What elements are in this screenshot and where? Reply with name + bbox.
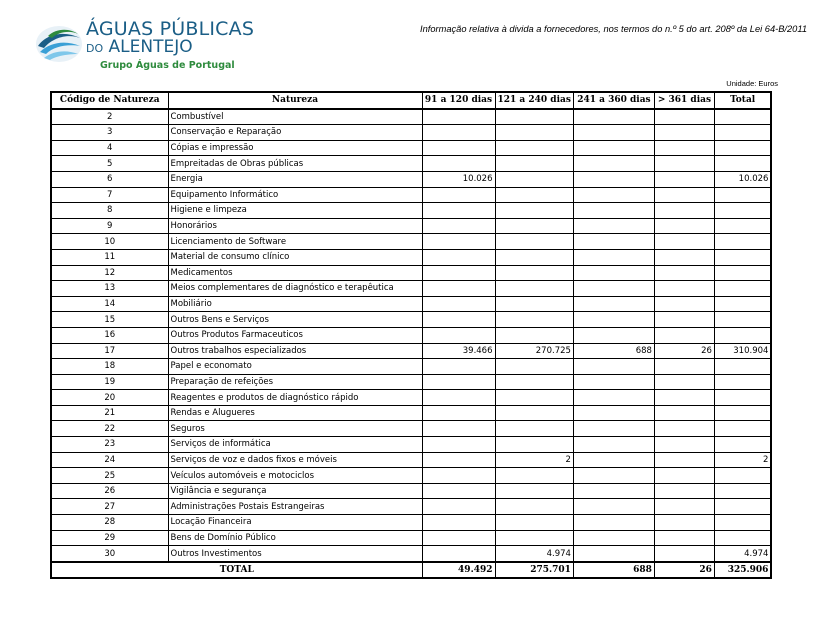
debt-table <box>50 91 772 579</box>
cell-over-361 <box>654 359 714 375</box>
cell-nature: Locação Financeira <box>168 515 422 531</box>
table-row <box>51 546 771 562</box>
cell-121-240 <box>495 234 573 250</box>
cell-241-360 <box>573 218 654 234</box>
cell-code: 10 <box>51 234 168 250</box>
cell-91-120 <box>422 312 495 328</box>
cell-over-361 <box>654 296 714 312</box>
total-121-240: 275.701 <box>495 562 573 579</box>
cell-code: 18 <box>51 359 168 375</box>
cell-241-360 <box>573 140 654 156</box>
cell-nature: Conservação e Reparação <box>168 125 422 141</box>
cell-91-120 <box>422 265 495 281</box>
table-row <box>51 203 771 219</box>
cell-over-361 <box>654 437 714 453</box>
table-row <box>51 359 771 375</box>
cell-total <box>714 405 771 421</box>
cell-total <box>714 421 771 437</box>
header-total: Total <box>714 92 771 109</box>
table-row <box>51 109 771 125</box>
table-header-row <box>51 92 771 109</box>
table-row <box>51 171 771 187</box>
cell-121-240 <box>495 374 573 390</box>
cell-nature: Bens de Domínio Público <box>168 530 422 546</box>
cell-91-120 <box>422 249 495 265</box>
cell-over-361 <box>654 530 714 546</box>
cell-241-360 <box>573 499 654 515</box>
cell-121-240 <box>495 359 573 375</box>
cell-121-240 <box>495 249 573 265</box>
cell-241-360 <box>573 327 654 343</box>
table-row <box>51 265 771 281</box>
cell-total <box>714 156 771 172</box>
table-row <box>51 156 771 172</box>
cell-91-120 <box>422 468 495 484</box>
cell-nature: Outros Investimentos <box>168 546 422 562</box>
table-row <box>51 312 771 328</box>
cell-91-120 <box>422 359 495 375</box>
cell-121-240 <box>495 405 573 421</box>
cell-91-120 <box>422 281 495 297</box>
cell-121-240 <box>495 125 573 141</box>
cell-121-240 <box>495 515 573 531</box>
table-body <box>51 109 771 562</box>
cell-code: 15 <box>51 312 168 328</box>
cell-121-240 <box>495 265 573 281</box>
cell-91-120 <box>422 421 495 437</box>
cell-total <box>714 125 771 141</box>
cell-code: 5 <box>51 156 168 172</box>
cell-total <box>714 530 771 546</box>
cell-241-360 <box>573 281 654 297</box>
table-row <box>51 374 771 390</box>
cell-241-360 <box>573 249 654 265</box>
table-row <box>51 515 771 531</box>
cell-121-240: 4.974 <box>495 546 573 562</box>
cell-121-240: 270.725 <box>495 343 573 359</box>
table-row <box>51 530 771 546</box>
cell-121-240 <box>495 468 573 484</box>
table-row <box>51 218 771 234</box>
cell-over-361 <box>654 546 714 562</box>
cell-code: 7 <box>51 187 168 203</box>
cell-241-360 <box>573 359 654 375</box>
cell-total <box>714 109 771 125</box>
cell-121-240 <box>495 437 573 453</box>
cell-121-240: 2 <box>495 452 573 468</box>
table-row <box>51 437 771 453</box>
cell-121-240 <box>495 281 573 297</box>
cell-over-361 <box>654 452 714 468</box>
cell-91-120 <box>422 546 495 562</box>
cell-121-240 <box>495 499 573 515</box>
cell-over-361 <box>654 187 714 203</box>
cell-code: 17 <box>51 343 168 359</box>
header-over-361: > 361 dias <box>654 92 714 109</box>
cell-over-361 <box>654 156 714 172</box>
cell-over-361 <box>654 281 714 297</box>
cell-nature: Higiene e limpeza <box>168 203 422 219</box>
cell-nature: Licenciamento de Software <box>168 234 422 250</box>
cell-91-120 <box>422 327 495 343</box>
cell-total: 4.974 <box>714 546 771 562</box>
table-row <box>51 499 771 515</box>
table-row <box>51 249 771 265</box>
header-91-120: 91 a 120 dias <box>422 92 495 109</box>
cell-91-120: 39.466 <box>422 343 495 359</box>
cell-121-240 <box>495 218 573 234</box>
cell-over-361 <box>654 421 714 437</box>
cell-over-361 <box>654 249 714 265</box>
cell-over-361 <box>654 499 714 515</box>
cell-over-361 <box>654 515 714 531</box>
cell-total <box>714 468 771 484</box>
cell-91-120 <box>422 405 495 421</box>
cell-over-361 <box>654 171 714 187</box>
total-label: TOTAL <box>51 562 422 579</box>
cell-nature: Papel e economato <box>168 359 422 375</box>
total-sum: 325.906 <box>714 562 771 579</box>
cell-91-120 <box>422 203 495 219</box>
cell-241-360 <box>573 312 654 328</box>
cell-121-240 <box>495 421 573 437</box>
cell-241-360 <box>573 265 654 281</box>
cell-code: 14 <box>51 296 168 312</box>
cell-total <box>714 483 771 499</box>
cell-code: 21 <box>51 405 168 421</box>
cell-241-360 <box>573 390 654 406</box>
cell-91-120 <box>422 530 495 546</box>
cell-total <box>714 265 771 281</box>
cell-nature: Preparação de refeições <box>168 374 422 390</box>
cell-241-360 <box>573 437 654 453</box>
total-241-360: 688 <box>573 562 654 579</box>
cell-total <box>714 499 771 515</box>
cell-code: 9 <box>51 218 168 234</box>
cell-code: 11 <box>51 249 168 265</box>
cell-nature: Empreitadas de Obras públicas <box>168 156 422 172</box>
logo-subtitle <box>86 37 193 57</box>
cell-91-120 <box>422 515 495 531</box>
table-row <box>51 281 771 297</box>
cell-241-360: 688 <box>573 343 654 359</box>
cell-91-120 <box>422 140 495 156</box>
cell-241-360 <box>573 296 654 312</box>
cell-nature: Seguros <box>168 421 422 437</box>
cell-code: 8 <box>51 203 168 219</box>
cell-total <box>714 187 771 203</box>
cell-over-361 <box>654 468 714 484</box>
cell-total <box>714 203 771 219</box>
cell-91-120 <box>422 156 495 172</box>
cell-241-360 <box>573 546 654 562</box>
cell-121-240 <box>495 171 573 187</box>
header-241-360: 241 a 360 dias <box>573 92 654 109</box>
cell-total <box>714 218 771 234</box>
cell-121-240 <box>495 530 573 546</box>
unit-label: Unidade: Euros <box>726 79 778 88</box>
cell-121-240 <box>495 483 573 499</box>
cell-nature: Mobiliário <box>168 296 422 312</box>
cell-241-360 <box>573 187 654 203</box>
table-row <box>51 483 771 499</box>
cell-over-361 <box>654 109 714 125</box>
cell-code: 6 <box>51 171 168 187</box>
cell-91-120 <box>422 218 495 234</box>
cell-nature: Energia <box>168 171 422 187</box>
logo-tagline: Grupo Águas de Portugal <box>100 60 235 71</box>
cell-over-361 <box>654 483 714 499</box>
company-logo <box>34 18 255 74</box>
cell-code: 2 <box>51 109 168 125</box>
cell-over-361 <box>654 405 714 421</box>
cell-121-240 <box>495 140 573 156</box>
table-row <box>51 452 771 468</box>
cell-total <box>714 234 771 250</box>
cell-91-120 <box>422 187 495 203</box>
cell-241-360 <box>573 234 654 250</box>
cell-over-361 <box>654 312 714 328</box>
cell-241-360 <box>573 109 654 125</box>
table-row <box>51 296 771 312</box>
document-header-info: Informação relativa à divida a fornecedores, nos termos do n.º 5 do art. 208º da Lei 64-B/2011 <box>420 24 807 34</box>
cell-code: 22 <box>51 421 168 437</box>
cell-total <box>714 296 771 312</box>
cell-121-240 <box>495 390 573 406</box>
cell-total <box>714 281 771 297</box>
cell-total <box>714 249 771 265</box>
cell-nature: Outros trabalhos especializados <box>168 343 422 359</box>
cell-91-120 <box>422 296 495 312</box>
cell-121-240 <box>495 187 573 203</box>
cell-code: 4 <box>51 140 168 156</box>
table-row <box>51 125 771 141</box>
logo-subtitle-main: ALENTEJO <box>108 37 193 57</box>
cell-241-360 <box>573 483 654 499</box>
cell-code: 20 <box>51 390 168 406</box>
cell-91-120 <box>422 109 495 125</box>
cell-total <box>714 437 771 453</box>
cell-91-120: 10.026 <box>422 171 495 187</box>
table-row <box>51 468 771 484</box>
cell-total <box>714 515 771 531</box>
cell-241-360 <box>573 125 654 141</box>
header-nature: Natureza <box>168 92 422 109</box>
cell-121-240 <box>495 203 573 219</box>
cell-91-120 <box>422 452 495 468</box>
total-91-120: 49.492 <box>422 562 495 579</box>
cell-over-361 <box>654 374 714 390</box>
cell-121-240 <box>495 156 573 172</box>
table-row <box>51 234 771 250</box>
water-drop-logo-icon <box>34 20 84 66</box>
cell-total <box>714 359 771 375</box>
cell-nature: Veículos automóveis e motociclos <box>168 468 422 484</box>
cell-total: 310.904 <box>714 343 771 359</box>
cell-code: 28 <box>51 515 168 531</box>
cell-121-240 <box>495 296 573 312</box>
cell-nature: Meios complementares de diagnóstico e terapêutica <box>168 281 422 297</box>
cell-241-360 <box>573 421 654 437</box>
cell-code: 13 <box>51 281 168 297</box>
cell-241-360 <box>573 203 654 219</box>
cell-241-360 <box>573 468 654 484</box>
cell-91-120 <box>422 125 495 141</box>
table-row <box>51 140 771 156</box>
cell-total <box>714 390 771 406</box>
cell-over-361 <box>654 265 714 281</box>
table-row <box>51 421 771 437</box>
cell-nature: Honorários <box>168 218 422 234</box>
cell-nature: Outros Bens e Serviços <box>168 312 422 328</box>
cell-nature: Reagentes e produtos de diagnóstico rápido <box>168 390 422 406</box>
table-row <box>51 187 771 203</box>
cell-code: 24 <box>51 452 168 468</box>
cell-over-361: 26 <box>654 343 714 359</box>
cell-over-361 <box>654 140 714 156</box>
cell-241-360 <box>573 156 654 172</box>
cell-91-120 <box>422 499 495 515</box>
cell-code: 19 <box>51 374 168 390</box>
cell-nature: Outros Produtos Farmaceuticos <box>168 327 422 343</box>
cell-121-240 <box>495 109 573 125</box>
cell-over-361 <box>654 218 714 234</box>
cell-total: 2 <box>714 452 771 468</box>
cell-nature: Combustível <box>168 109 422 125</box>
cell-nature: Equipamento Informático <box>168 187 422 203</box>
cell-code: 16 <box>51 327 168 343</box>
cell-code: 27 <box>51 499 168 515</box>
table-row <box>51 343 771 359</box>
cell-over-361 <box>654 125 714 141</box>
table-row <box>51 327 771 343</box>
cell-91-120 <box>422 374 495 390</box>
cell-code: 30 <box>51 546 168 562</box>
table-row <box>51 390 771 406</box>
cell-code: 25 <box>51 468 168 484</box>
cell-241-360 <box>573 405 654 421</box>
cell-91-120 <box>422 437 495 453</box>
cell-241-360 <box>573 171 654 187</box>
cell-total <box>714 327 771 343</box>
cell-code: 12 <box>51 265 168 281</box>
cell-241-360 <box>573 374 654 390</box>
cell-121-240 <box>495 327 573 343</box>
cell-241-360 <box>573 530 654 546</box>
cell-241-360 <box>573 515 654 531</box>
cell-code: 3 <box>51 125 168 141</box>
header-121-240: 121 a 240 dias <box>495 92 573 109</box>
cell-nature: Cópias e impressão <box>168 140 422 156</box>
cell-total <box>714 374 771 390</box>
cell-code: 23 <box>51 437 168 453</box>
cell-over-361 <box>654 234 714 250</box>
header-code: Código de Natureza <box>51 92 168 109</box>
cell-total: 10.026 <box>714 171 771 187</box>
cell-91-120 <box>422 390 495 406</box>
cell-over-361 <box>654 390 714 406</box>
cell-nature: Administrações Postais Estrangeiras <box>168 499 422 515</box>
logo-title: ÁGUAS PÚBLICAS <box>86 18 255 40</box>
cell-nature: Material de consumo clínico <box>168 249 422 265</box>
logo-subtitle-prefix: DO <box>86 42 104 55</box>
cell-total <box>714 140 771 156</box>
cell-total <box>714 312 771 328</box>
cell-code: 26 <box>51 483 168 499</box>
total-over-361: 26 <box>654 562 714 579</box>
cell-nature: Vigilância e segurança <box>168 483 422 499</box>
cell-nature: Serviços de informática <box>168 437 422 453</box>
table-row <box>51 405 771 421</box>
cell-91-120 <box>422 483 495 499</box>
cell-code: 29 <box>51 530 168 546</box>
cell-over-361 <box>654 203 714 219</box>
cell-nature: Serviços de voz e dados fixos e móveis <box>168 452 422 468</box>
cell-121-240 <box>495 312 573 328</box>
cell-nature: Rendas e Alugueres <box>168 405 422 421</box>
cell-over-361 <box>654 327 714 343</box>
total-row <box>51 562 771 579</box>
cell-91-120 <box>422 234 495 250</box>
cell-241-360 <box>573 452 654 468</box>
cell-nature: Medicamentos <box>168 265 422 281</box>
